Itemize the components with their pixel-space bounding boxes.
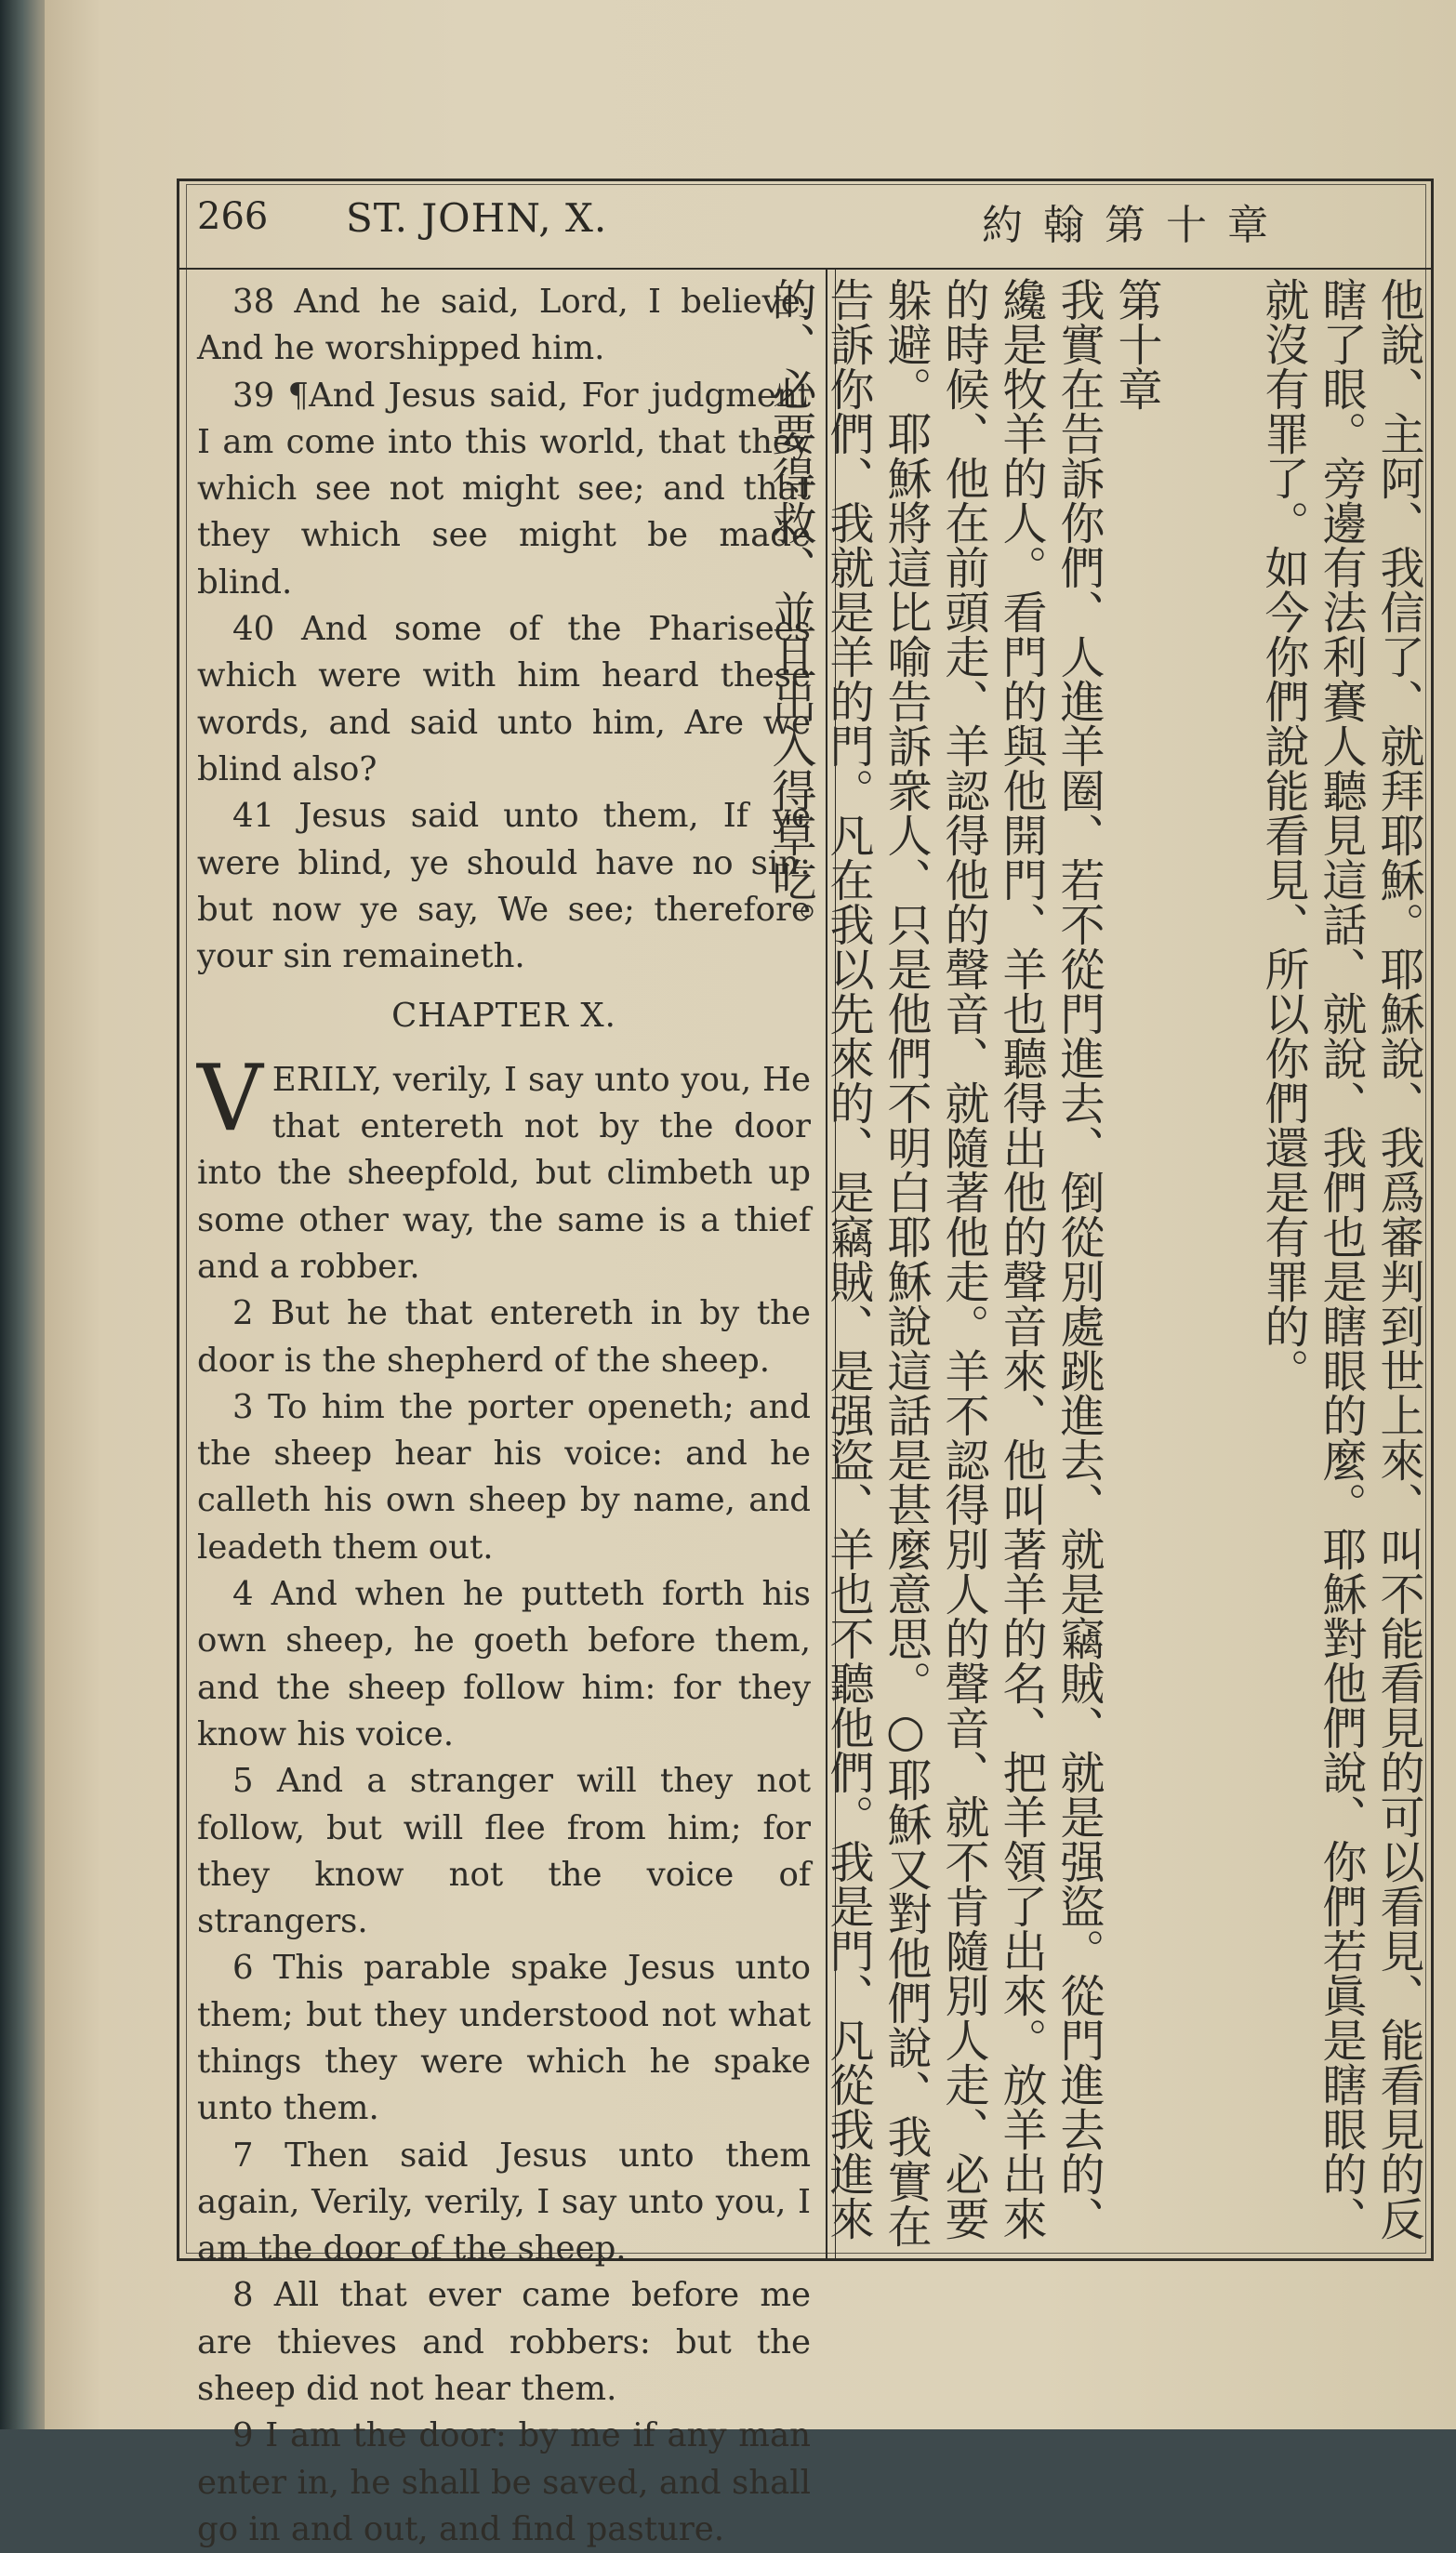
verse-4: 4 And when he putteth forth his own sheep, he goeth before them, and the sheep follow him: for they know his voice. xyxy=(197,1575,811,1753)
cn-verse-8: 凡在我以先來的、是竊賊、是强盜、羊也不聽他們。 xyxy=(822,813,874,1839)
cn-verse-2: 從門進去的、纔是牧羊的人。 xyxy=(995,277,1105,2241)
cn-verse-7: 耶穌又對他們說、我實在告訴你們、我就是羊的門。 xyxy=(822,277,932,2248)
chinese-column xyxy=(764,277,1427,2253)
verse-3: 3 To him the porter openeth; and the sheep hear his voice: and he calleth his own sheep by name, and leadeth them out. xyxy=(197,1387,811,1567)
cn-verse-4: 放羊出來的時候、他在前頭走、羊認得他的聲音、就隨著他走。 xyxy=(937,277,1047,2241)
verse-1-text: ERILY, verily, I say unto you, He that entereth not by the door into the sheepfold, but climbeth up some other way, the same is a thief and a robber. xyxy=(197,1060,811,1286)
cn-verse-9: 我是門、凡從我進來的、必要得救、並且出入得草吃。 xyxy=(764,277,874,2241)
header-rule xyxy=(177,268,1434,270)
cn-verse-1: 我實在告訴你們、人進羊圈、若不從門進去、倒從別處跳進去、就是竊賊、就是强盜。 xyxy=(1052,277,1105,1973)
cn-chapter-heading: 第十章 xyxy=(1110,277,1162,411)
verse-5: 5 And a stranger will they not follow, but will flee from him; for they know not the voice of strangers. xyxy=(197,1762,811,1941)
cn-verse-40: 旁邊有法利賽人聽見這話、就說、我們也是瞎眼的麼。 xyxy=(1315,456,1367,1527)
verse-39: 39 ¶And Jesus said, For judgment I am come into this world, that they which see not might see; and that they which see might be made blind. xyxy=(197,376,811,602)
verse-9: 9 I am the door: by me if any man enter in, he shall be saved, and shall go in and out, and find pasture. xyxy=(197,2416,811,2548)
verse-2: 2 But he that entereth in by the door is the shepherd of the sheep. xyxy=(197,1294,811,1380)
running-head-chinese: 約翰第十章 xyxy=(982,202,1289,249)
running-head: ST. JOHN, X. xyxy=(346,195,608,241)
verse-41: 41 Jesus said unto them, If ye were blind, ye should have no sin: but now ye say, We see; therefore your sin remaineth. xyxy=(197,797,811,976)
cn-chapter-body xyxy=(761,277,1107,2253)
chapter-heading: CHAPTER X. xyxy=(391,997,616,1036)
cn-verse-5: 羊不認得別人的聲音、就不肯隨別人走、必要躲避。 xyxy=(880,277,989,2241)
drop-cap: V xyxy=(197,1045,263,1152)
verse-1 xyxy=(197,1045,811,1290)
verse-7: 7 Then said Jesus unto them again, Verily, verily, I say unto you, I am the door of the sheep. xyxy=(197,2136,811,2269)
cn-verse-38: 他說、主阿、我信了、就拜耶穌。 xyxy=(1372,277,1424,946)
cn-verse-6: 耶穌將這比喻告訴衆人、只是他們不明白耶穌說這話是甚麼意思。○ xyxy=(880,411,932,1757)
verse-38: 38 And he said, Lord, I believe. And he worshipped him. xyxy=(197,283,811,368)
cn-verse-41: 耶穌對他們說、你們若眞是瞎眼的、就沒有罪了。如今你們說能看見、所以你們還是有罪的。 xyxy=(1257,277,1367,2241)
cn-verse-3: 看門的與他開門、羊也聽得出他的聲音來、他叫著羊的名、把羊領了出來。 xyxy=(995,589,1047,2062)
page-number: 266 xyxy=(197,195,269,238)
cn-verse-39: 耶穌說、我爲審判到世上來、叫不能看見的可以看見、能看見的反瞎了眼。 xyxy=(1315,277,1424,2241)
verse-6: 6 This parable spake Jesus unto them; but they understood not what things they were which he spake unto them. xyxy=(197,1949,811,2128)
english-column xyxy=(197,279,811,2553)
verse-40: 40 And some of the Pharisees which were with him heard these words, and said unto him, Are we blind also? xyxy=(197,610,811,788)
verse-8: 8 All that ever came before me are thieves and robbers: but the sheep did not hear them. xyxy=(197,2276,811,2409)
